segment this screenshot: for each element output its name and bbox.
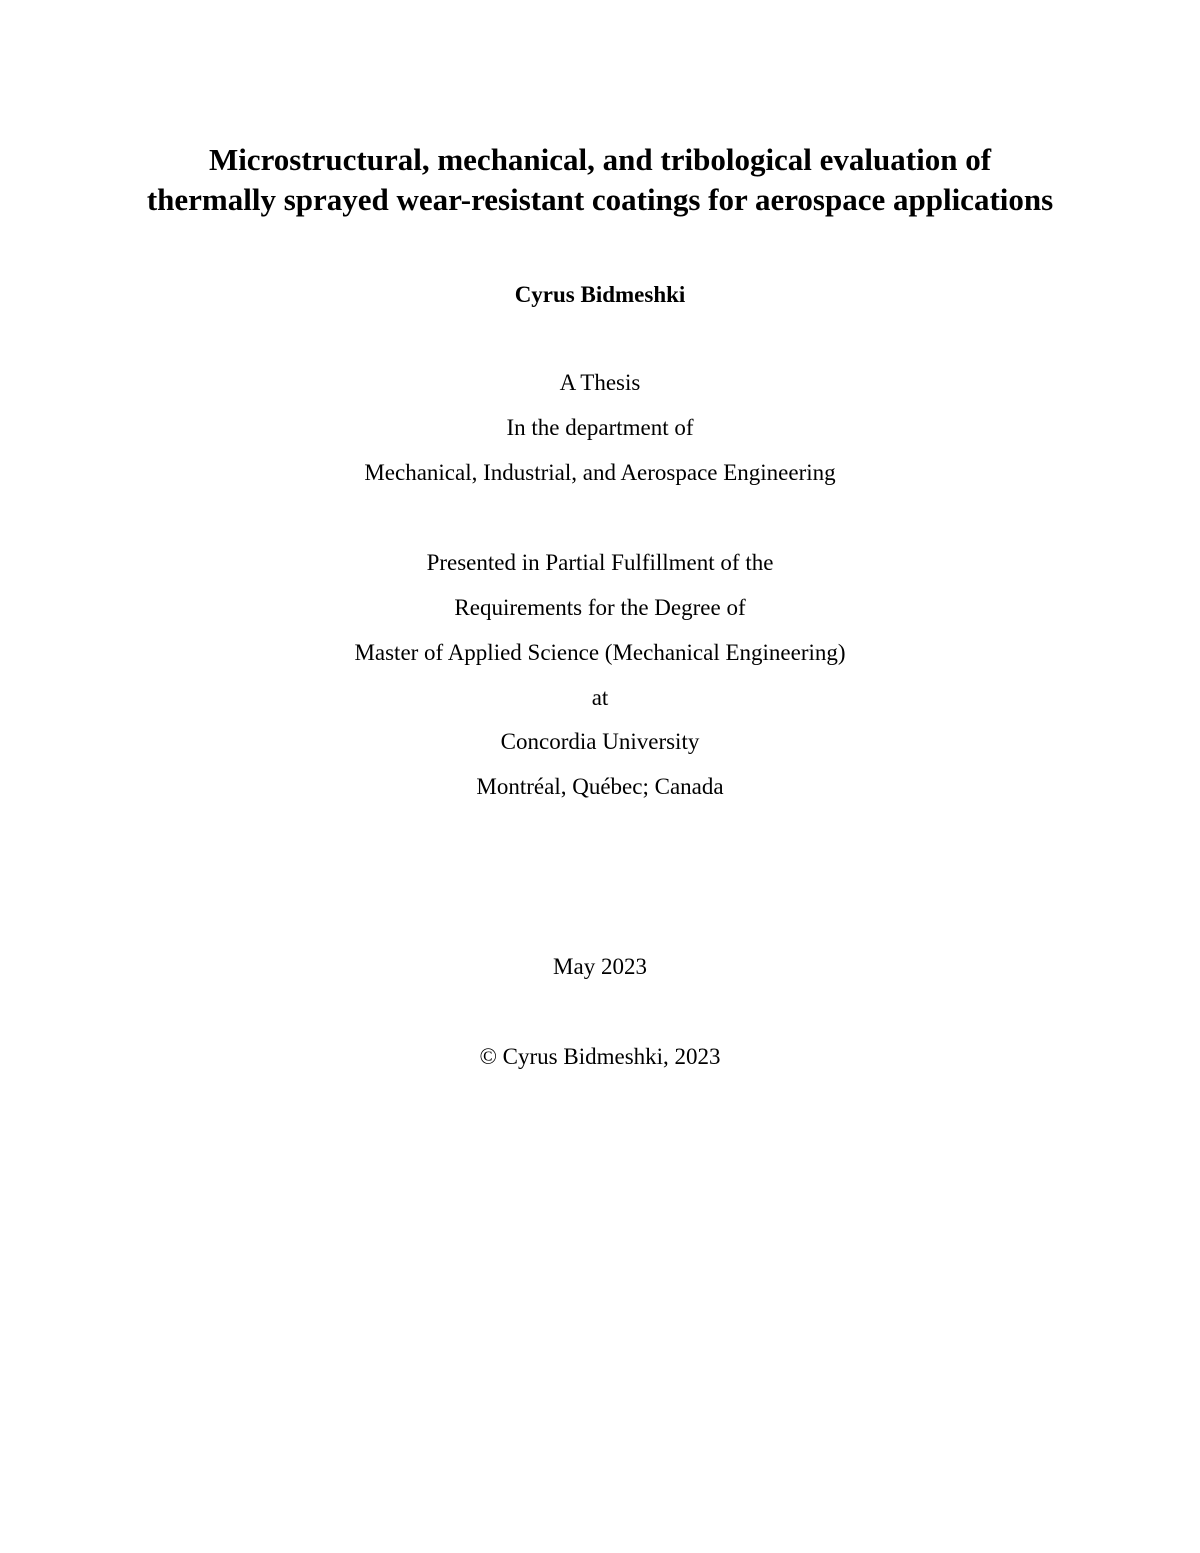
at-text: at (591, 685, 609, 710)
degree-name: Master of Applied Science (Mechanical Engineering) (354, 640, 846, 665)
department-intro: In the department of (506, 415, 694, 440)
author-name: Cyrus Bidmeshki (514, 282, 686, 307)
department-name: Mechanical, Industrial, and Aerospace Engineering (364, 460, 836, 485)
thesis-date: May 2023 (553, 954, 647, 979)
thesis-title-line-1: Microstructural, mechanical, and tribological evaluation of (208, 142, 992, 177)
copyright-notice: © Cyrus Bidmeshki, 2023 (479, 1044, 721, 1069)
thesis-title-line-2: thermally sprayed wear-resistant coatings for aerospace applications (146, 182, 1054, 217)
thesis-type: A Thesis (559, 370, 641, 395)
location-text: Montréal, Québec; Canada (476, 774, 724, 799)
requirements-line: Requirements for the Degree of (454, 595, 746, 620)
university-name: Concordia University (500, 729, 700, 754)
presented-line: Presented in Partial Fulfillment of the (426, 550, 774, 575)
